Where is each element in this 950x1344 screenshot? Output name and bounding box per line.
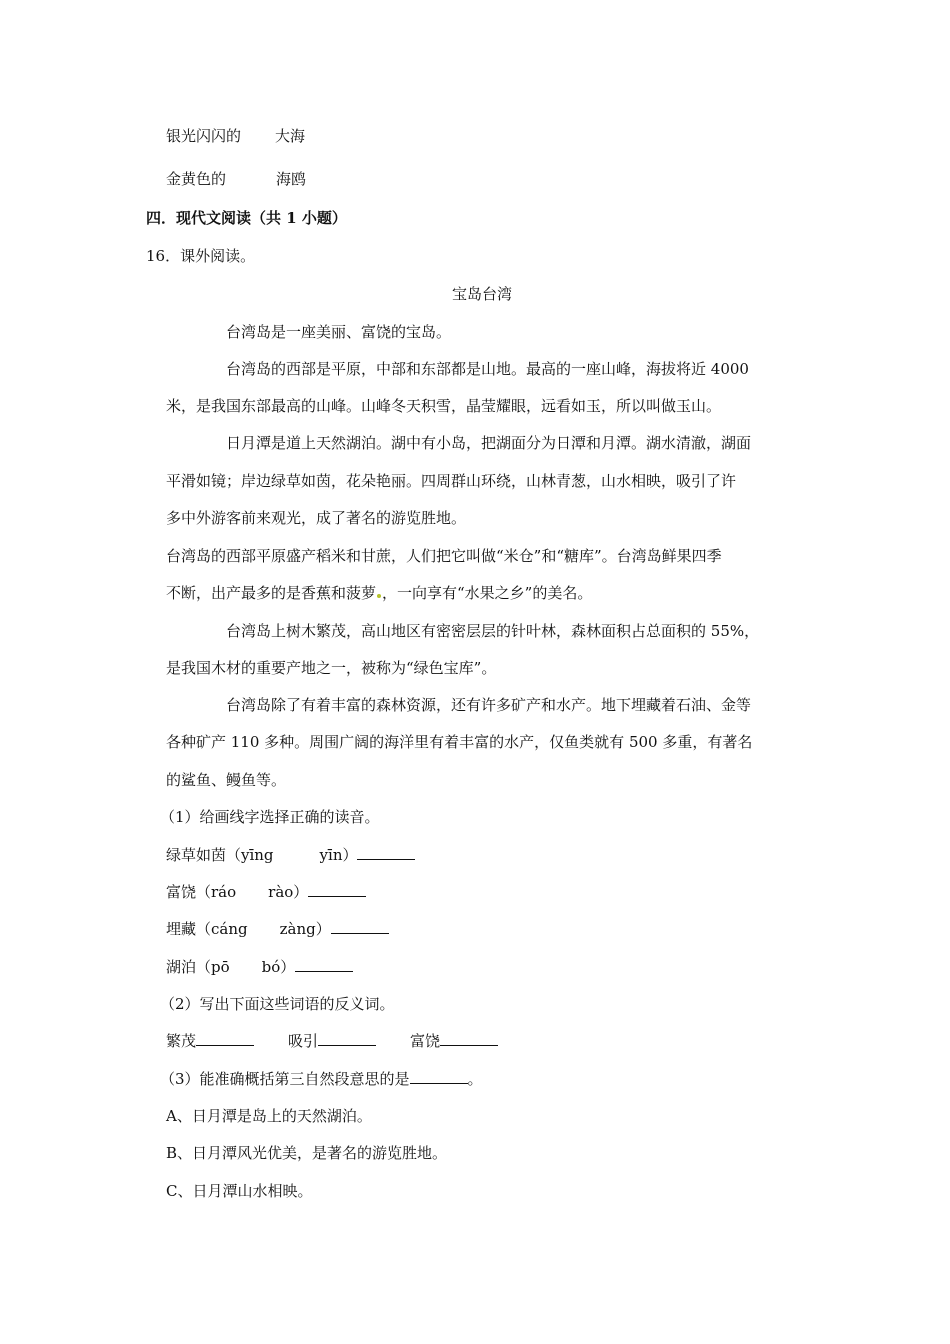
article-line: 日月潭是道上天然湖泊。湖中有小岛，把湖面分为日潭和月潭。湖水清澈，湖面 [226,434,752,452]
pair-row-1 [166,126,305,146]
article-title: 宝岛台湾 [452,285,513,303]
article-line: 是我国木材的重要产地之一，被称为“绿色宝库”。 [166,659,497,677]
pinyin-alt: bó） [261,958,296,976]
pinyin-word: 湖泊（pō [166,958,230,976]
answer-blank[interactable] [440,1031,498,1046]
pair-right: 大海 [275,127,306,145]
answer-blank[interactable] [410,1069,468,1084]
pinyin-item [166,845,415,865]
question-label: 16．课外阅读。 [146,247,256,265]
article-line: 台湾岛的西部是平原，中部和东部都是山地。最高的一座山峰，海拔将近 4000 [226,360,749,378]
pinyin-item [166,957,353,977]
pinyin-item [166,882,366,902]
pinyin-alt: rào） [268,883,309,901]
section-heading: 四．现代文阅读（共 1 小题） [146,209,347,227]
answer-blank[interactable] [196,1031,254,1046]
article-line: 多中外游客前来观光，成了著名的游览胜地。 [166,509,467,527]
article-line-part: 不断，出产最多的是香蕉和菠萝 [166,584,377,602]
part1-label: （1）给画线字选择正确的读音。 [160,808,380,826]
pinyin-alt: yīn） [319,846,358,864]
option-a: A、日月潭是岛上的天然湖泊。 [166,1107,372,1125]
article-line: 平滑如镜；岸边绿草如茵，花朵艳丽。四周群山环绕，山林青葱，山水相映，吸引了许 [166,472,737,490]
article-line: 台湾岛是一座美丽、富饶的宝岛。 [226,323,452,341]
antonym-word: 繁茂 [166,1032,197,1050]
pair-row-2 [166,169,306,189]
pair-left: 金黄色的 [166,170,227,188]
decorative-dot [377,594,381,598]
part3-label [160,1069,483,1089]
article-line: 台湾岛除了有着丰富的森林资源，还有许多矿产和水产。地下埋藏着石油、金等 [226,696,752,714]
answer-blank[interactable] [357,845,415,860]
pinyin-alt: zàng） [279,920,331,938]
answer-blank[interactable] [295,957,353,972]
pair-right: 海鸥 [276,170,307,188]
part2-label: （2）写出下面这些词语的反义词。 [160,995,395,1013]
part3-label-end: 。 [467,1070,483,1088]
answer-blank[interactable] [318,1031,376,1046]
antonym-word: 富饶 [410,1032,441,1050]
answer-blank[interactable] [308,882,366,897]
antonym-row [166,1031,498,1051]
option-b: B、日月潭风光优美，是著名的游览胜地。 [166,1144,448,1162]
article-line: 各种矿产 110 多种。周围广阔的海洋里有着丰富的水产，仅鱼类就有 500 多重，有著名 [166,733,753,751]
article-line: 的鲨鱼、鳗鱼等。 [166,771,287,789]
article-line-part: ，一向享有“水果之乡”的美名。 [382,584,593,602]
article-line: 台湾岛上树木繁茂，高山地区有密密层层的针叶林，森林面积占总面积的 55%， [226,622,760,640]
answer-blank[interactable] [331,919,389,934]
pinyin-word: 绿草如茵（yīng [166,846,274,864]
article-line: 米，是我国东部最高的山峰。山峰冬天积雪，晶莹耀眼，远看如玉，所以叫做玉山。 [166,397,722,415]
pinyin-word: 埋藏（cáng [166,920,248,938]
option-c: C、日月潭山水相映。 [166,1182,313,1200]
part3-label-text: （3）能准确概括第三自然段意思的是 [160,1070,410,1088]
pinyin-word: 富饶（ráo [166,883,237,901]
antonym-word: 吸引 [288,1032,319,1050]
pair-left: 银光闪闪的 [166,127,242,145]
article-line: 台湾岛的西部平原盛产稻米和甘蔗，人们把它叫做“米仓”和“糖库”。台湾岛鲜果四季 [166,547,722,565]
pinyin-item [166,919,389,939]
article-line [166,583,592,603]
